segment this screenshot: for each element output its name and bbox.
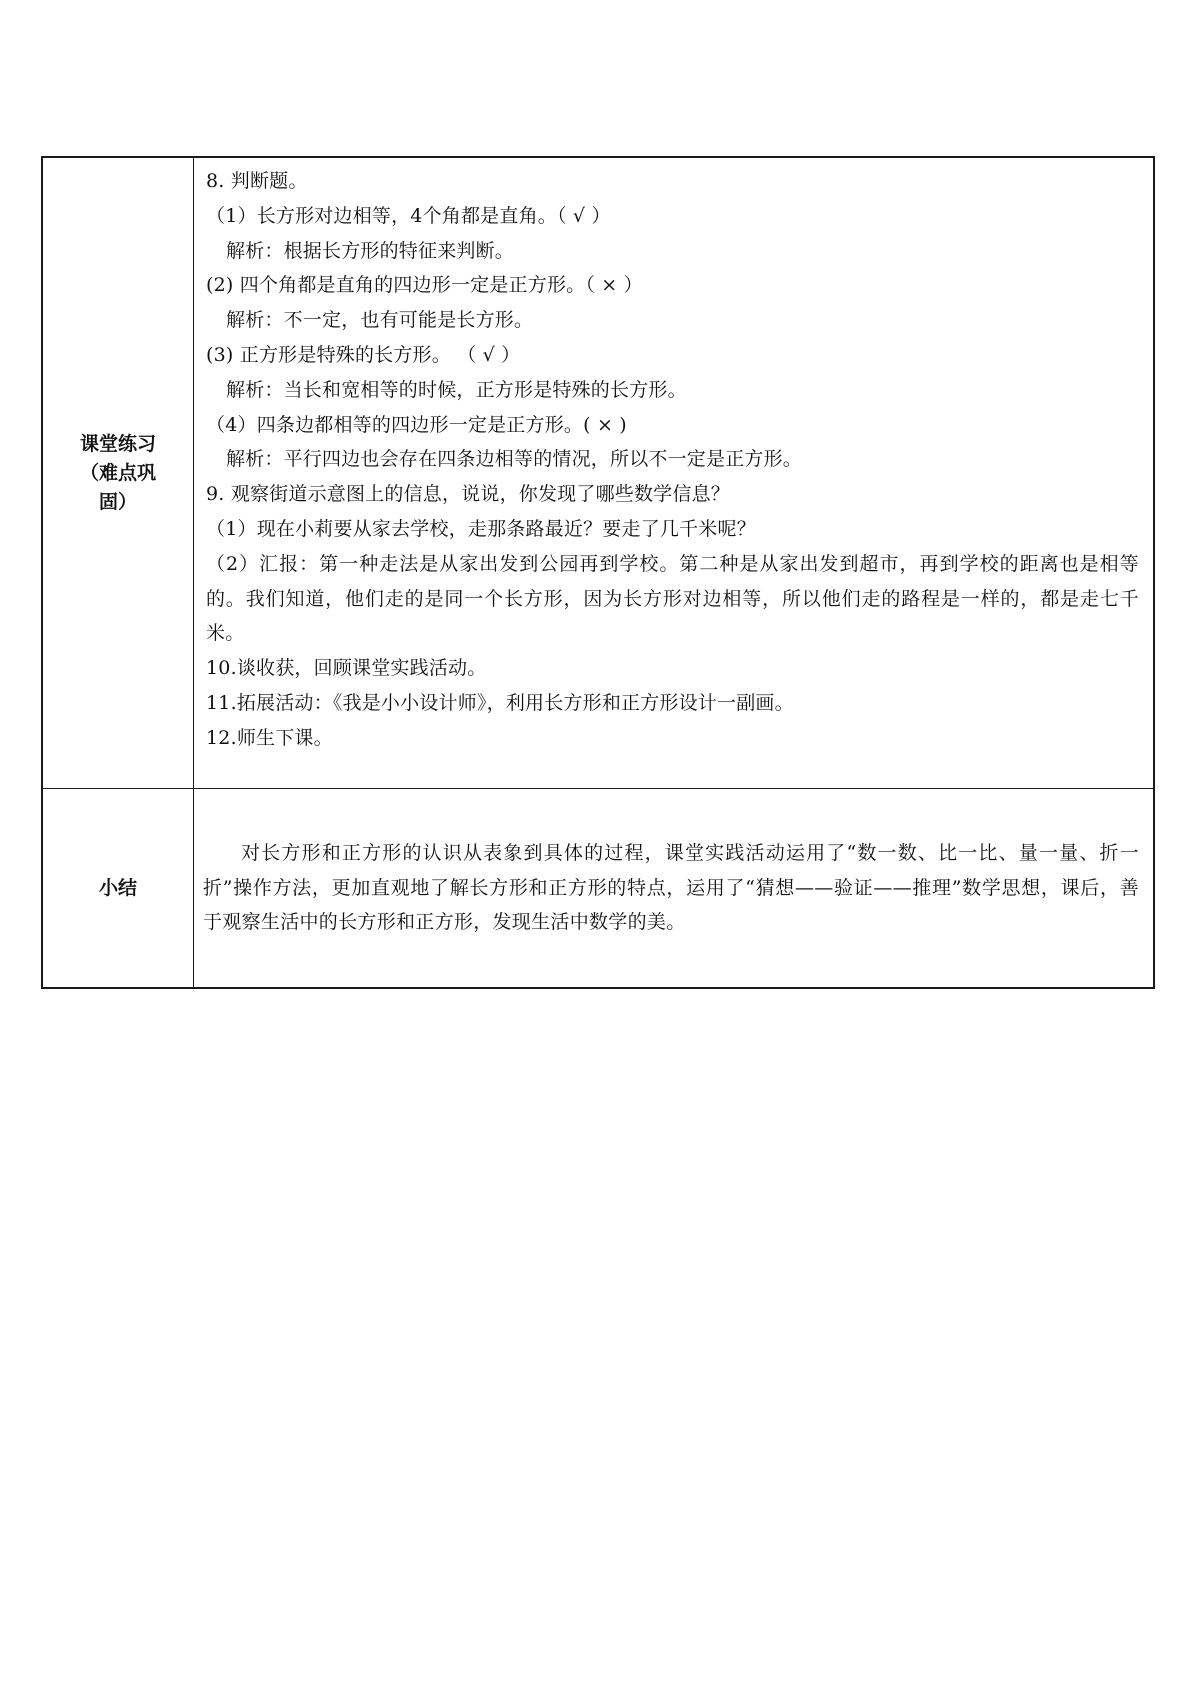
item-11: 11.拓展活动：《我是小小设计师》，利用长方形和正方形设计一副画。 (206, 691, 794, 714)
content-cell-exercise (194, 157, 1155, 789)
table-row-exercise (42, 157, 1154, 789)
row-label-summary: 小结 (98, 876, 137, 899)
lesson-plan-table (41, 156, 1155, 989)
item-8-question-4: （4）四条边都相等的四边形一定是正方形。( × ) (206, 413, 627, 436)
label-cell-exercise (42, 157, 194, 789)
item-9-report: （2）汇报：第一种走法是从家出发到公园再到学校。第二种是从家出发到超市，再到学校的距离也是相等的。我们知道，他们走的是同一个长方形，因为长方形对边相等，所以他们走的路程是一样的，都是走七千米。 (206, 552, 1139, 645)
item-8-analysis-3: 解析：当长和宽相等的时候，正方形是特殊的长方形。 (226, 378, 687, 401)
item-8-analysis-4: 解析：平行四边也会存在四条边相等的情况，所以不一定是正方形。 (226, 448, 803, 471)
item-9-question-1: （1）现在小莉要从家去学校，走那条路最近？要走了几千米呢？ (206, 517, 756, 540)
item-10: 10.谈收获，回顾课堂实践活动。 (206, 657, 487, 680)
item-8-question-1: （1）长方形对边相等，4个角都是直角。（ √ ） (206, 204, 611, 227)
item-8-analysis-1: 解析：根据长方形的特征来判断。 (226, 239, 515, 262)
content-cell-summary (194, 789, 1155, 989)
table-row-summary (42, 789, 1154, 989)
label-cell-summary (42, 789, 194, 989)
item-8-question-3: (3) 正方形是特殊的长方形。 （ √ ） (206, 343, 521, 366)
item-8-question-2: (2) 四个角都是直角的四边形一定是正方形。（ × ） (206, 274, 643, 297)
summary-paragraph: 对长方形和正方形的认识从表象到具体的过程，课堂实践活动运用了“数一数、比一比、量一量、折一折”操作方法，更加直观地了解长方形和正方形的特点，运用了“猜想——验证——推理”数学思想，课后，善于观察生活中的长方形和正方形，发现生活中数学的美。 (203, 841, 1139, 934)
item-8-heading: 8. 判断题。 (206, 170, 308, 192)
item-9-heading: 9. 观察街道示意图上的信息，说说，你发现了哪些数学信息？ (206, 483, 730, 506)
item-8-analysis-2: 解析：不一定，也有可能是长方形。 (226, 309, 534, 332)
item-12: 12.师生下课。 (206, 726, 333, 749)
row-label-exercise: 课堂练习（难点巩固） (79, 432, 156, 513)
